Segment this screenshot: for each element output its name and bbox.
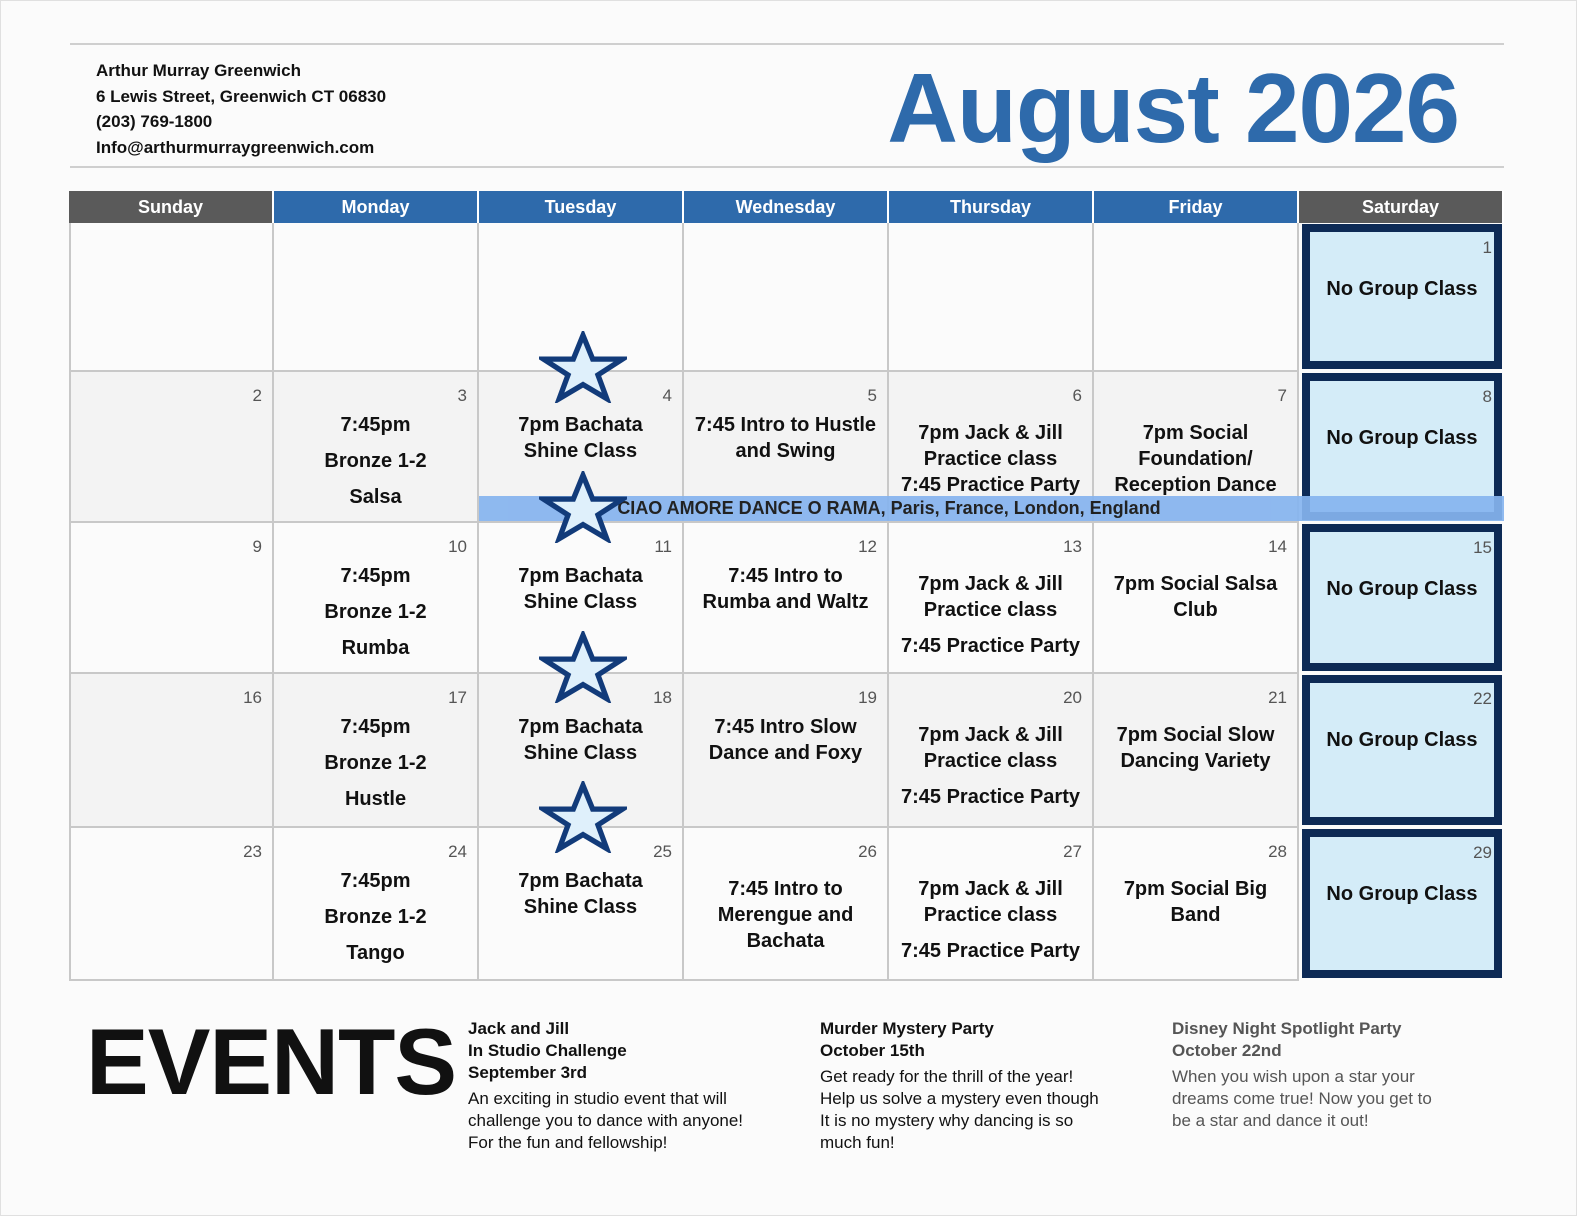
event-description-line: When you wish upon a star your — [1172, 1067, 1415, 1086]
event-title-line: Jack and Jill — [468, 1019, 570, 1038]
event-description-line: much fun! — [820, 1133, 895, 1152]
class-line: 7:45 Practice Party — [900, 635, 1080, 657]
event-banner-text: CIAO AMORE DANCE O RAMA, Paris, France, London, England — [617, 498, 1161, 518]
event-description-line: dreams come true! Now you get to — [1172, 1089, 1432, 1108]
class-listing — [684, 714, 887, 766]
class-line: Practice class — [923, 750, 1058, 772]
event-title-line: October 15th — [820, 1041, 925, 1060]
class-line: Bronze 1-2 — [324, 601, 427, 623]
class-line: Merengue and — [717, 904, 854, 926]
day-number: 16 — [243, 688, 262, 707]
weekday-header-sunday: Sunday — [69, 191, 274, 223]
class-listing — [889, 722, 1092, 810]
day-number: 25 — [653, 842, 672, 861]
no-class-label — [1310, 425, 1494, 451]
class-line: 7pm Jack & Jill — [918, 422, 1063, 444]
class-line: 7pm Bachata — [518, 716, 643, 738]
day-number: 24 — [448, 842, 467, 861]
day-cell[interactable] — [69, 828, 274, 981]
day-number: 19 — [858, 688, 877, 707]
class-line: Shine Class — [523, 742, 638, 764]
class-listing — [479, 563, 682, 615]
day-cell[interactable] — [684, 674, 889, 828]
class-line: Bronze 1-2 — [324, 906, 427, 928]
no-class-label — [1310, 881, 1494, 907]
event-description-line: For the fun and fellowship! — [468, 1133, 668, 1152]
class-line: Shine Class — [523, 896, 638, 918]
class-listing — [274, 563, 477, 661]
class-listing — [684, 412, 887, 464]
class-line: 7pm Social Salsa — [1113, 573, 1278, 595]
studio-email[interactable]: Info@arthurmurraygreenwich.com — [96, 138, 375, 158]
class-line: Rumba — [341, 637, 410, 659]
no-class-label — [1310, 276, 1494, 302]
class-listing — [889, 571, 1092, 659]
class-line: 7:45pm — [340, 716, 411, 738]
class-listing — [479, 868, 682, 920]
class-line: Dancing Variety — [1120, 750, 1271, 772]
class-line: Club — [1173, 599, 1218, 621]
class-listing — [479, 412, 682, 464]
class-line: 7:45 Intro to — [728, 878, 843, 900]
event-title-line: Disney Night Spotlight Party — [1172, 1019, 1402, 1038]
class-line: 7:45pm — [340, 414, 411, 436]
class-line: Practice class — [923, 904, 1058, 926]
day-cell[interactable] — [684, 523, 889, 674]
class-line: 7pm Jack & Jill — [918, 573, 1063, 595]
class-line: Practice class — [923, 599, 1058, 621]
day-cell[interactable] — [1094, 223, 1299, 372]
class-line: 7:45pm — [340, 870, 411, 892]
day-cell[interactable] — [684, 223, 889, 372]
weekday-header-tuesday: Tuesday — [479, 191, 684, 223]
events-heading: EVENTS — [86, 1009, 457, 1114]
day-cell[interactable] — [1302, 675, 1502, 825]
day-number: 6 — [1072, 386, 1082, 405]
class-line: 7pm Bachata — [518, 565, 643, 587]
day-cell[interactable] — [1302, 829, 1502, 978]
class-line: No Group Class — [1326, 278, 1478, 300]
day-number: 17 — [448, 688, 467, 707]
class-line: Bronze 1-2 — [324, 450, 427, 472]
star-icon — [539, 471, 627, 543]
class-line: Hustle — [344, 788, 407, 810]
class-line: 7pm Jack & Jill — [918, 878, 1063, 900]
class-listing — [1094, 571, 1297, 623]
event-jack-and-jill — [468, 1018, 798, 1154]
calendar-grid — [69, 191, 1504, 981]
class-line: 7:45 Intro to — [728, 565, 843, 587]
day-cell[interactable] — [69, 372, 274, 523]
weekday-header-friday: Friday — [1094, 191, 1299, 223]
class-line: Practice class — [923, 448, 1058, 470]
class-line: Shine Class — [523, 591, 638, 613]
day-cell[interactable] — [69, 223, 274, 372]
event-title-line: October 22nd — [1172, 1041, 1282, 1060]
class-listing — [684, 563, 887, 615]
event-description-line: be a star and dance it out! — [1172, 1111, 1369, 1130]
class-line: No Group Class — [1326, 578, 1478, 600]
class-line: Tango — [346, 942, 405, 964]
star-icon — [539, 331, 627, 403]
day-number: 15 — [1473, 538, 1492, 557]
day-cell[interactable] — [1302, 524, 1502, 671]
day-cell[interactable] — [889, 223, 1094, 372]
class-line: 7pm Social Big — [1123, 878, 1268, 900]
event-title-line: In Studio Challenge — [468, 1041, 627, 1060]
studio-contact — [96, 58, 386, 161]
weekday-header-saturday: Saturday — [1299, 191, 1504, 223]
day-cell[interactable] — [1094, 674, 1299, 828]
star-icon — [539, 631, 627, 703]
day-number: 22 — [1473, 689, 1492, 708]
event-title-line: September 3rd — [468, 1063, 588, 1082]
event-title-line: Murder Mystery Party — [820, 1019, 994, 1038]
day-cell[interactable] — [684, 828, 889, 981]
event-murder-mystery — [820, 1018, 1150, 1154]
day-number: 26 — [858, 842, 877, 861]
class-line: 7:45 Practice Party — [900, 786, 1080, 808]
event-description-line: challenge you to dance with anyone! — [468, 1111, 744, 1130]
class-line: 7pm Bachata — [518, 870, 643, 892]
class-listing — [684, 876, 887, 954]
class-listing — [274, 412, 477, 510]
class-listing — [1094, 420, 1297, 498]
day-cell[interactable] — [889, 828, 1094, 981]
class-listing — [274, 868, 477, 966]
day-cell[interactable] — [274, 223, 479, 372]
event-disney-night — [1172, 1018, 1502, 1132]
day-cell[interactable] — [69, 523, 274, 674]
class-line: 7:45 Intro Slow — [714, 716, 857, 738]
studio-name: Arthur Murray Greenwich — [96, 61, 301, 80]
event-banner — [479, 496, 1504, 521]
day-number: 2 — [252, 386, 262, 405]
day-number: 18 — [653, 688, 672, 707]
day-cell[interactable] — [889, 523, 1094, 674]
day-cell[interactable] — [1094, 523, 1299, 674]
day-number: 8 — [1482, 387, 1492, 406]
day-number: 14 — [1268, 537, 1287, 556]
class-line: 7:45pm — [340, 565, 411, 587]
class-line: Dance and Foxy — [708, 742, 863, 764]
event-description-line: An exciting in studio event that will — [468, 1089, 727, 1108]
day-cell[interactable] — [69, 674, 274, 828]
no-class-label — [1310, 576, 1494, 602]
class-line: No Group Class — [1326, 729, 1478, 751]
day-number: 10 — [448, 537, 467, 556]
day-number: 7 — [1277, 386, 1287, 405]
day-number: 29 — [1473, 843, 1492, 862]
class-line: 7pm Jack & Jill — [918, 724, 1063, 746]
day-cell[interactable] — [274, 674, 479, 828]
day-number: 3 — [457, 386, 467, 405]
event-description-line: Get ready for the thrill of the year! — [820, 1067, 1074, 1086]
day-number: 13 — [1063, 537, 1082, 556]
weekday-header-wednesday: Wednesday — [684, 191, 889, 223]
class-line: Reception Dance — [1114, 474, 1277, 496]
studio-address: 6 Lewis Street, Greenwich CT 06830 — [96, 86, 387, 106]
day-number: 12 — [858, 537, 877, 556]
no-class-label — [1310, 727, 1494, 753]
class-line: No Group Class — [1326, 427, 1478, 449]
class-line: 7pm Social — [1142, 422, 1249, 444]
class-listing — [274, 714, 477, 812]
day-number: 9 — [252, 537, 262, 556]
class-line: 7:45 Intro to Hustle — [694, 414, 877, 436]
day-cell[interactable] — [1302, 224, 1502, 369]
class-line: Salsa — [349, 486, 402, 508]
class-line: 7pm Social Slow — [1116, 724, 1275, 746]
class-line: and Swing — [735, 440, 836, 462]
class-listing — [1094, 722, 1297, 774]
day-cell[interactable] — [1094, 828, 1299, 981]
month-title: August 2026 — [887, 53, 1459, 163]
day-cell[interactable] — [889, 674, 1094, 828]
star-icon — [539, 781, 627, 853]
day-number: 27 — [1063, 842, 1082, 861]
event-description-line: It is no mystery why dancing is so — [820, 1111, 1074, 1130]
class-line: Bronze 1-2 — [324, 752, 427, 774]
class-line: 7:45 Practice Party — [900, 474, 1080, 496]
class-line: Bachata — [746, 930, 825, 952]
class-listing — [889, 420, 1092, 498]
day-number: 21 — [1268, 688, 1287, 707]
top-divider — [70, 43, 1504, 45]
class-line: No Group Class — [1326, 883, 1478, 905]
day-number: 1 — [1482, 238, 1492, 257]
day-cell[interactable] — [274, 828, 479, 981]
class-line: Rumba and Waltz — [702, 591, 869, 613]
class-listing — [479, 714, 682, 766]
class-listing — [889, 876, 1092, 964]
day-number: 23 — [243, 842, 262, 861]
weekday-header-thursday: Thursday — [889, 191, 1094, 223]
day-number: 28 — [1268, 842, 1287, 861]
day-cell[interactable] — [274, 523, 479, 674]
day-number: 20 — [1063, 688, 1082, 707]
class-line: 7pm Bachata — [518, 414, 643, 436]
day-number: 4 — [662, 386, 672, 405]
day-number: 5 — [867, 386, 877, 405]
day-cell[interactable] — [274, 372, 479, 523]
weekday-header-monday: Monday — [274, 191, 479, 223]
studio-phone: (203) 769-1800 — [96, 112, 213, 132]
class-listing — [1094, 876, 1297, 928]
day-number: 11 — [654, 537, 672, 556]
class-line: Shine Class — [523, 440, 638, 462]
event-description-line: Help us solve a mystery even though — [820, 1089, 1099, 1108]
class-line: Band — [1170, 904, 1221, 926]
class-line: Foundation/ — [1138, 448, 1253, 470]
class-line: 7:45 Practice Party — [900, 940, 1080, 962]
